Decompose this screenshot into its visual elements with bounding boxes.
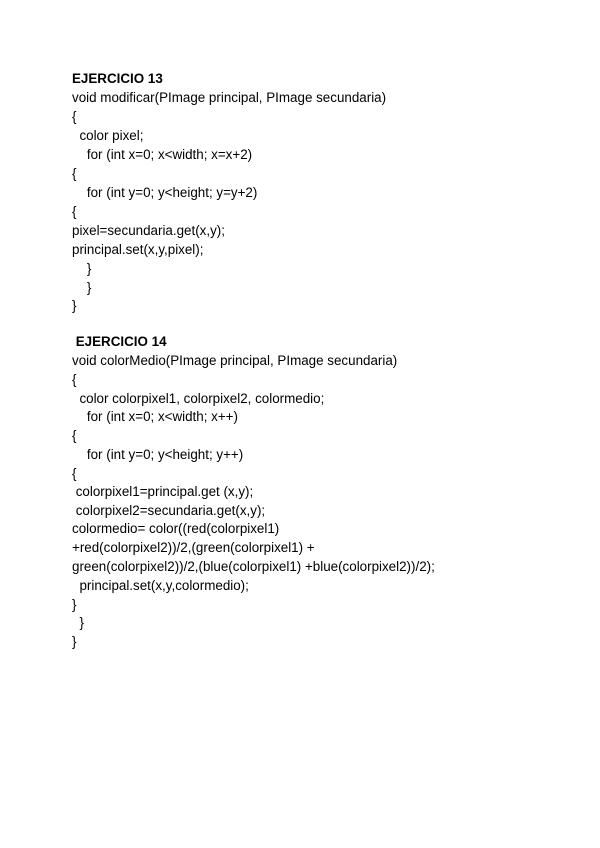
code-line: {	[72, 428, 77, 443]
code-line: for (int y=0; y<height; y++)	[72, 447, 244, 462]
code-line: pixel=secundaria.get(x,y);	[72, 223, 225, 238]
code-line: void modificar(PImage principal, PImage secundaria)	[72, 90, 387, 105]
code-line: colormedio= color((red(colorpixel1)	[72, 521, 280, 536]
code-line: green(colorpixel2))/2,(blue(colorpixel1) +blue(colorpixel2))/2);	[72, 559, 435, 574]
code-line: {	[72, 204, 77, 219]
code-line: colorpixel1=principal.get (x,y);	[72, 484, 254, 499]
code-line: }	[72, 261, 92, 276]
code-line: for (int y=0; y<height; y=y+2)	[72, 185, 258, 200]
code-line: }	[72, 298, 77, 313]
code-line: principal.set(x,y,pixel);	[72, 242, 204, 257]
code-line: +red(colorpixel2))/2,(green(colorpixel1) +	[72, 540, 315, 555]
code-line: }	[72, 280, 92, 295]
exercise-13-heading: EJERCICIO 13	[72, 71, 163, 86]
code-line: {	[72, 166, 77, 181]
code-line: principal.set(x,y,colormedio);	[72, 578, 249, 593]
code-line: }	[72, 615, 84, 630]
code-line: {	[72, 466, 77, 481]
exercise-14-heading: EJERCICIO 14	[72, 334, 167, 349]
code-line: {	[72, 109, 77, 124]
code-line: colorpixel2=secundaria.get(x,y);	[72, 503, 266, 518]
code-line: for (int x=0; x<width; x=x+2)	[72, 147, 253, 162]
code-line: for (int x=0; x<width; x++)	[72, 409, 238, 424]
code-line: }	[72, 597, 77, 612]
code-line: {	[72, 372, 77, 387]
code-line: void colorMedio(PImage principal, PImage secundaria)	[72, 353, 398, 368]
code-line: color pixel;	[72, 128, 144, 143]
code-line: color colorpixel1, colorpixel2, colormedio;	[72, 391, 325, 406]
code-line: }	[72, 634, 77, 649]
